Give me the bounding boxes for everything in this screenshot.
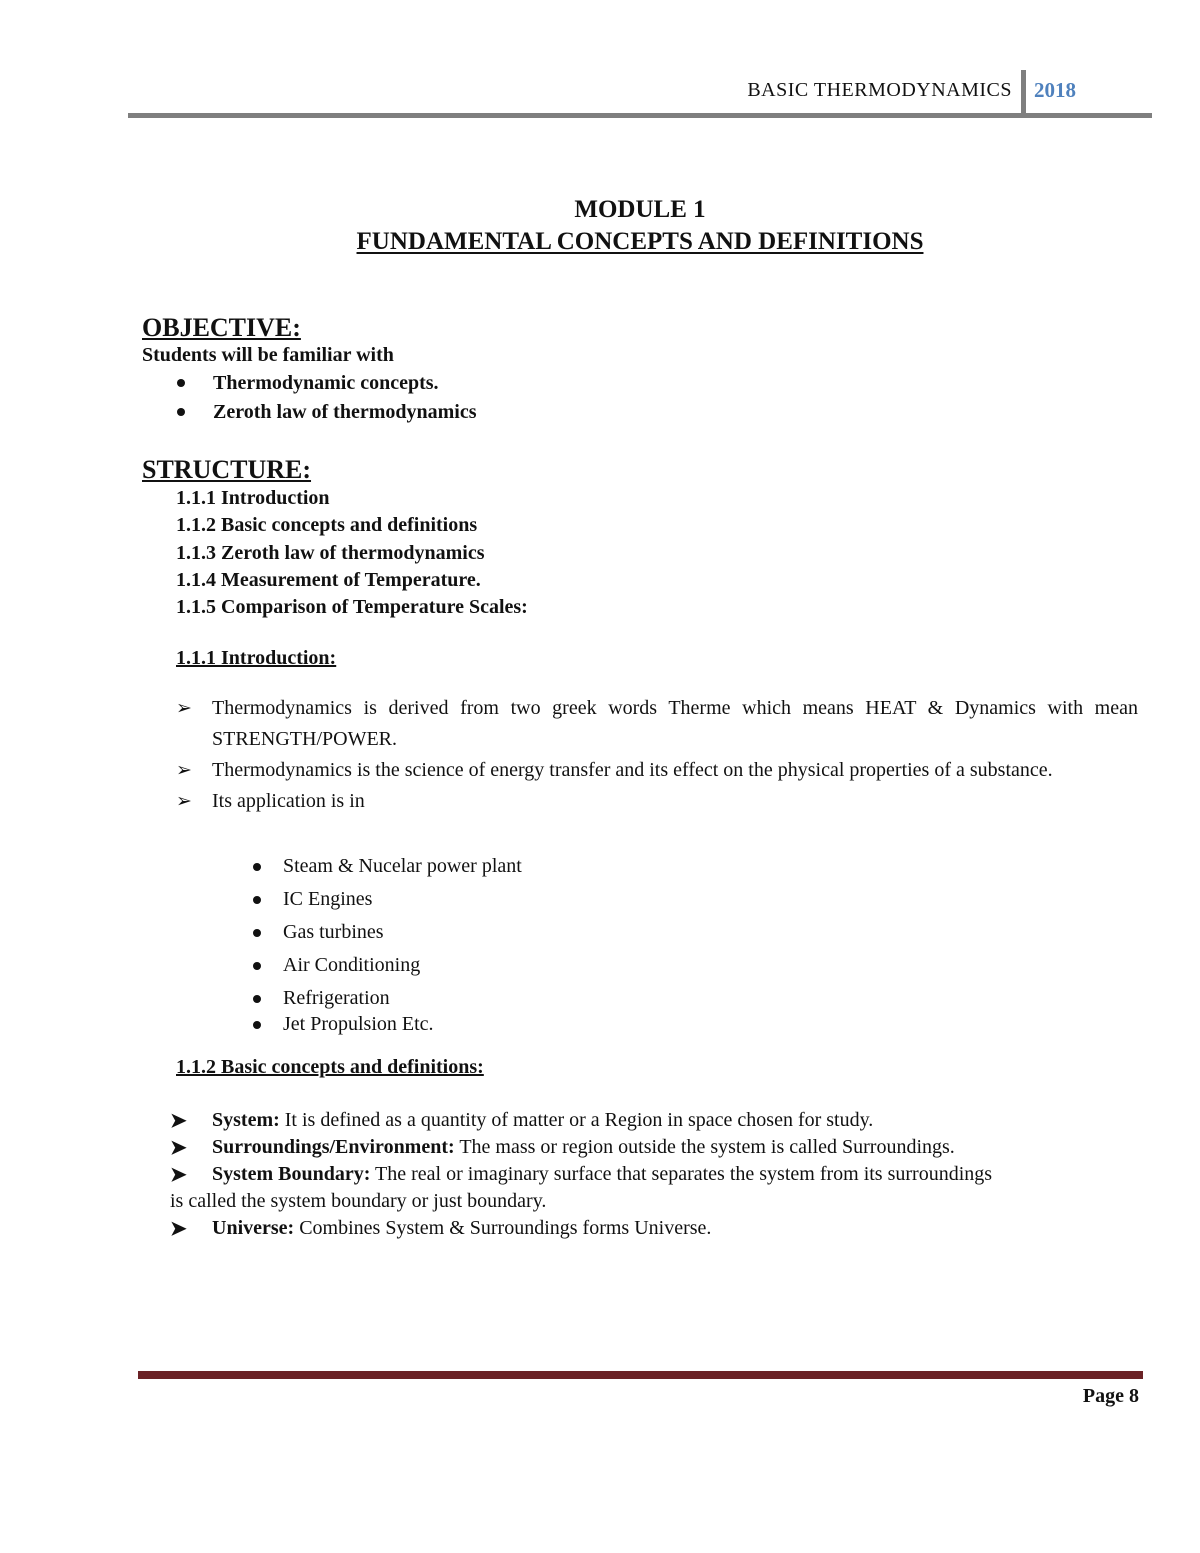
- bullet-icon: [253, 929, 261, 937]
- list-item: Zeroth law of thermodynamics: [142, 398, 477, 427]
- definition-item: ➤ System: It is defined as a quantity of matter or a Region in space chosen for study.: [170, 1107, 1138, 1134]
- objective-list: [142, 369, 477, 427]
- structure-item: 1.1.5 Comparison of Temperature Scales:: [176, 596, 528, 619]
- header-title: BASIC THERMODYNAMICS: [747, 79, 1012, 101]
- structure-item: 1.1.2 Basic concepts and definitions: [176, 514, 478, 537]
- header-year: 2018: [1034, 78, 1076, 102]
- structure-item: 1.1.1 Introduction: [176, 487, 330, 509]
- basic-concepts-heading: 1.1.2 Basic concepts and definitions:: [176, 1056, 484, 1078]
- arrowhead-icon: ➢: [176, 791, 192, 812]
- chevron-right-icon: ➤: [170, 1110, 187, 1132]
- chevron-right-icon: ➤: [170, 1164, 187, 1186]
- definition-item: ➤ System Boundary: The real or imaginary surface that separates the system from its surroundings is called the system boundary or just boundary.: [170, 1163, 993, 1212]
- arrowhead-icon: ➢: [176, 698, 192, 719]
- bullet-icon: [253, 896, 261, 904]
- bullet-icon: [177, 379, 185, 387]
- structure-item: 1.1.4 Measurement of Temperature.: [176, 568, 481, 591]
- bullet-icon: [177, 408, 185, 416]
- chapter-title: FUNDAMENTAL CONCEPTS AND DEFINITIONS: [356, 228, 924, 255]
- structure-heading: STRUCTURE:: [142, 455, 312, 484]
- header-rule: [128, 113, 1152, 118]
- objective-lead: Students will be familiar with: [142, 344, 394, 366]
- chevron-right-icon: ➤: [170, 1137, 187, 1159]
- list-item: ➢ Its application is in: [176, 786, 1138, 817]
- list-item: Refrigeration: [212, 984, 522, 1010]
- page-number: Page 8: [1082, 1385, 1139, 1407]
- list-item: Thermodynamic concepts.: [142, 369, 477, 398]
- bullet-icon: [253, 1021, 261, 1029]
- objective-heading: OBJECTIVE:: [142, 313, 301, 342]
- applications-list: [212, 852, 522, 1036]
- structure-list: [176, 485, 528, 621]
- list-item: Gas turbines: [212, 918, 522, 951]
- introduction-points: [176, 693, 1138, 817]
- footer-rule: [138, 1371, 1143, 1379]
- bullet-icon: [253, 962, 261, 970]
- bullet-icon: [253, 863, 261, 871]
- bullet-icon: [253, 995, 261, 1003]
- arrowhead-icon: ➢: [176, 760, 192, 781]
- definition-item: ➤ Universe: Combines System & Surroundings forms Universe.: [170, 1215, 1138, 1242]
- module-title: MODULE 1: [574, 196, 706, 223]
- chevron-right-icon: ➤: [170, 1218, 187, 1240]
- list-item: Air Conditioning: [212, 951, 522, 984]
- list-item: IC Engines: [212, 885, 522, 918]
- definition-item: ➤ Surroundings/Environment: The mass or region outside the system is called Surroundings.: [170, 1134, 1138, 1161]
- definitions-list: [170, 1107, 1138, 1242]
- structure-item: 1.1.3 Zeroth law of thermodynamics: [176, 541, 485, 564]
- list-item: Steam & Nucelar power plant: [212, 852, 522, 885]
- list-item: ➢ Thermodynamics is derived from two greek words Therme which means HEAT & Dynamics with mean STRENGTH/POWER.: [176, 693, 1138, 755]
- list-item: Jet Propulsion Etc.: [212, 1010, 522, 1036]
- introduction-heading: 1.1.1 Introduction:: [176, 647, 337, 669]
- list-item: ➢ Thermodynamics is the science of energy transfer and its effect on the physical properties of a substance.: [176, 755, 1138, 786]
- header-divider: [1021, 70, 1026, 114]
